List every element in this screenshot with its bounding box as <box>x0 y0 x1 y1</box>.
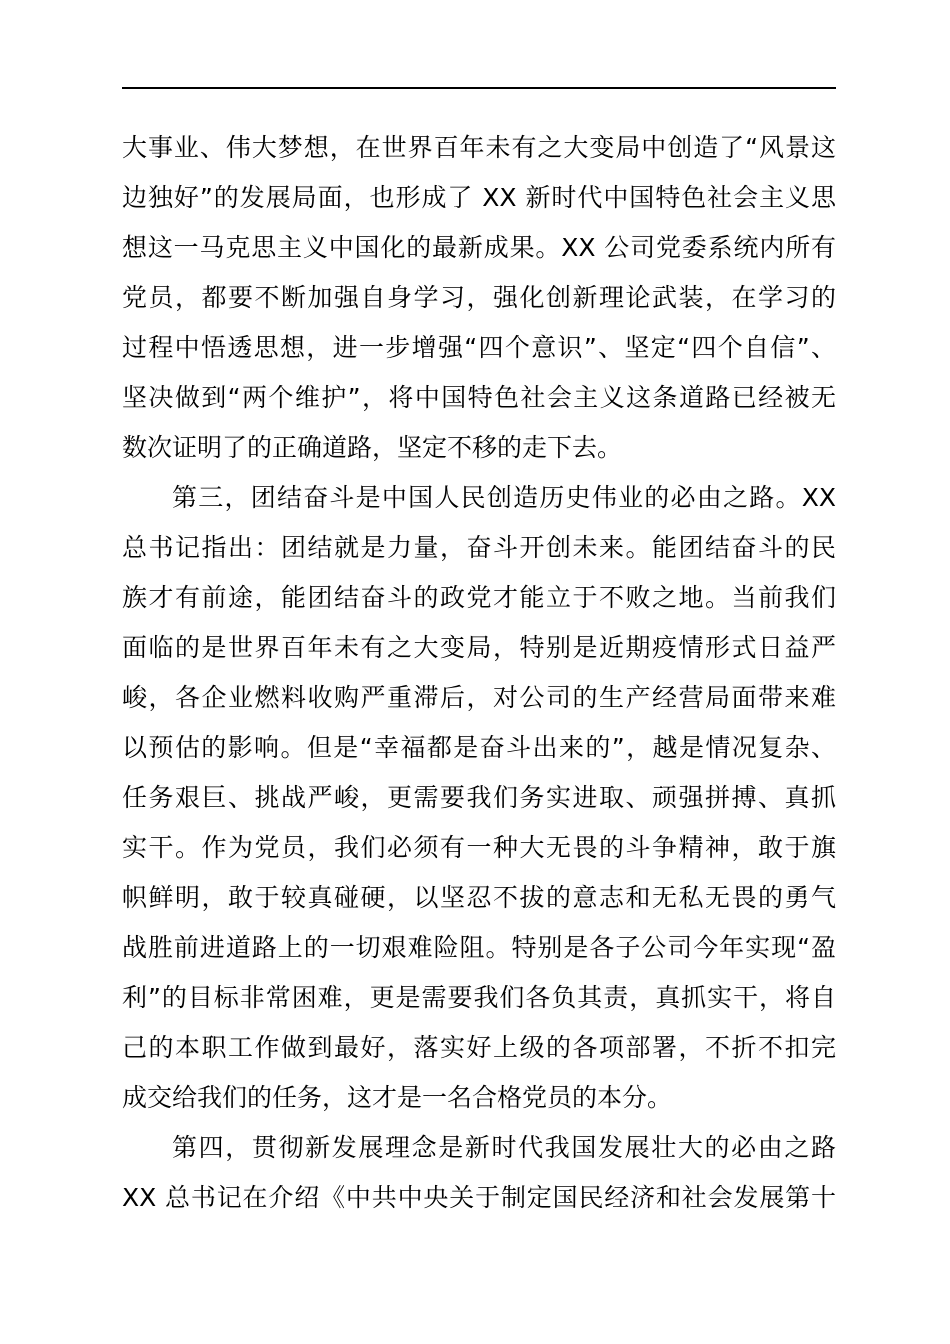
text-line: 面临的是世界百年未有之大变局，特别是近期疫情形式日益严 <box>122 633 836 662</box>
text-line: 以预估的影响。但是“幸福都是奋斗出来的”，越是情况复杂、 <box>122 733 836 762</box>
text-line: 过程中悟透思想，进一步增强“四个意识”、坚定“四个自信”、 <box>122 333 836 362</box>
text-line: 总书记指出：团结就是力量，奋斗开创未来。能团结奋斗的民 <box>122 533 836 562</box>
paragraph-start-line: 第三，团结奋斗是中国人民创造历史伟业的必由之路。XX <box>172 483 836 512</box>
paragraph-start-line: 第四，贯彻新发展理念是新时代我国发展壮大的必由之路 <box>172 1133 836 1162</box>
text-line: 党员，都要不断加强自身学习，强化创新理论武装，在学习的 <box>122 283 836 312</box>
text-line: 任务艰巨、挑战严峻，更需要我们务实进取、顽强拼搏、真抓 <box>122 783 836 812</box>
text-line: 大事业、伟大梦想，在世界百年未有之大变局中创造了“风景这 <box>122 133 836 162</box>
text-line: 利”的目标非常困难，更是需要我们各负其责，真抓实干，将自 <box>122 983 836 1012</box>
header-rule <box>122 87 836 89</box>
text-line: XX 总书记在介绍《中共中央关于制定国民经济和社会发展第十 <box>122 1183 836 1212</box>
text-line: 族才有前途，能团结奋斗的政党才能立于不败之地。当前我们 <box>122 583 836 612</box>
text-line: 帜鲜明，敢于较真碰硬，以坚忍不拔的意志和无私无畏的勇气 <box>122 883 836 912</box>
text-line: 坚决做到“两个维护”，将中国特色社会主义这条道路已经被无 <box>122 383 836 412</box>
text-line: 边独好”的发展局面，也形成了 XX 新时代中国特色社会主义思 <box>122 183 836 212</box>
text-line: 成交给我们的任务，这才是一名合格党员的本分。 <box>122 1083 673 1112</box>
text-line: 想这一马克思主义中国化的最新成果。XX 公司党委系统内所有 <box>122 233 836 262</box>
text-line: 数次证明了的正确道路，坚定不移的走下去。 <box>122 433 623 462</box>
text-line: 己的本职工作做到最好，落实好上级的各项部署，不折不扣完 <box>122 1033 836 1062</box>
text-line: 峻，各企业燃料收购严重滞后，对公司的生产经营局面带来难 <box>122 683 836 712</box>
document-body <box>122 127 836 1227</box>
text-line: 实干。作为党员，我们必须有一种大无畏的斗争精神，敢于旗 <box>122 833 836 862</box>
text-line: 战胜前进道路上的一切艰难险阻。特别是各子公司今年实现“盈 <box>122 933 836 962</box>
